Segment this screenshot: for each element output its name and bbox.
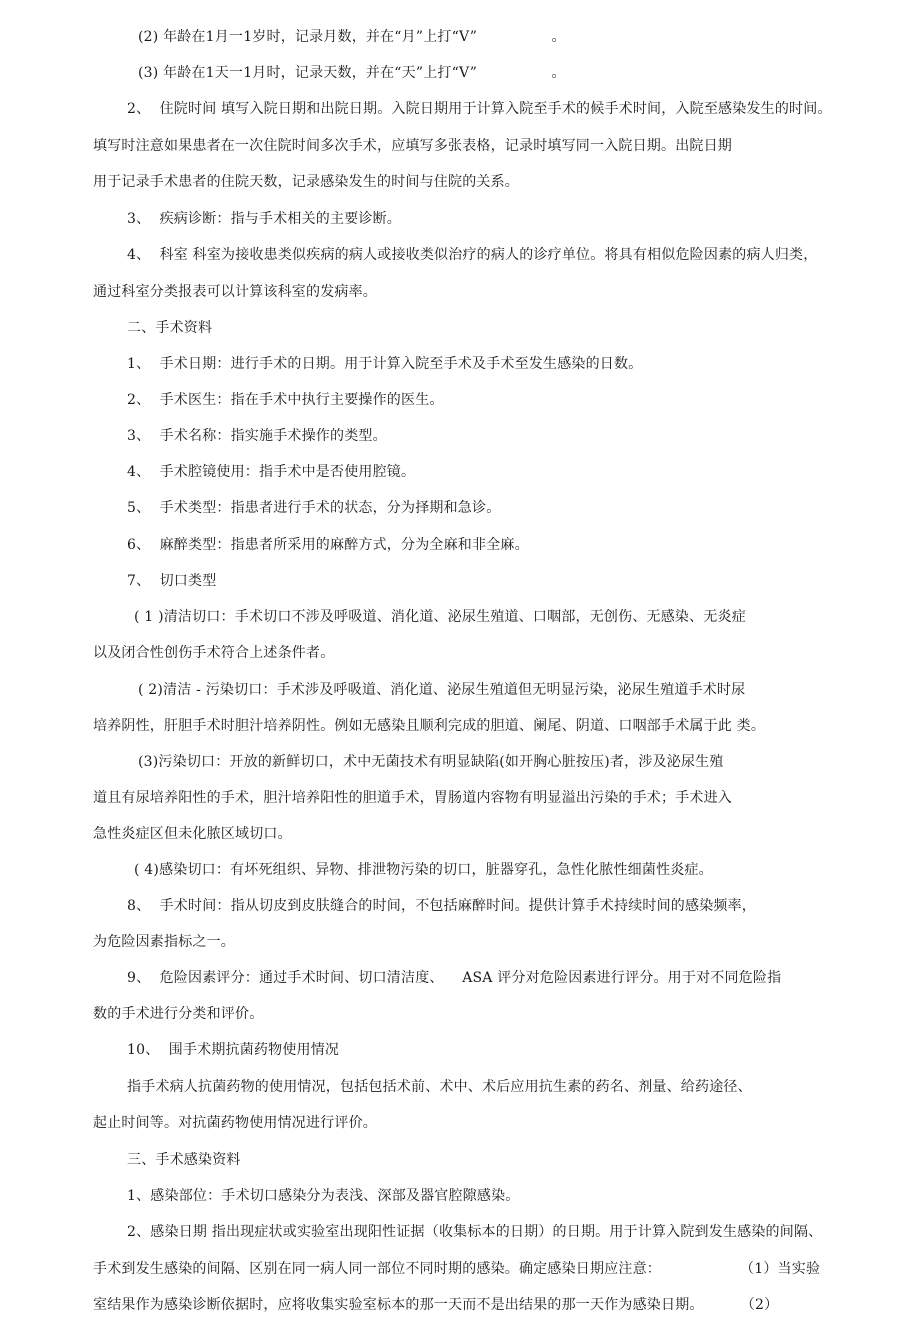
text-line: ( 2)清洁 - 污染切口：手术涉及呼吸道、消化道、泌尿生殖道但无明显污染，泌尿生殖道手术时尿: [138, 682, 746, 698]
text-line: 2、 手术医生：指在手术中执行主要操作的医生。: [127, 392, 444, 408]
text-line: 为危险因素指标之一。: [93, 934, 235, 950]
text-line: 9、 危险因素评分：通过手术时间、切口清洁度、 ASA 评分对危险因素进行评分。用于对不同危险指: [127, 970, 782, 986]
text-line: ( 4)感染切口：有坏死组织、异物、排泄物污染的切口，脏器穿孔，急性化脓性细菌性炎症。: [134, 862, 713, 878]
text-line: 培养阴性，肝胆手术时胆汁培养阴性。例如无感染且顺利完成的胆道、阑尾、阴道、口咽部手术属于此 类。: [93, 718, 766, 734]
text-line: 8、 手术时间：指从切皮到皮肤缝合的时间，不包括麻醉时间。提供计算手术持续时间的感染频率，: [127, 898, 757, 914]
text-line: 急性炎症区但未化脓区域切口。: [93, 826, 292, 842]
section-heading: 二、手术资料: [127, 320, 213, 336]
text-line: 通过科室分类报表可以计算该科室的发病率。: [93, 284, 377, 300]
text-line: 1、 手术日期：进行手术的日期。用于计算入院至手术及手术至发生感染的日数。: [127, 356, 643, 372]
text-line: 10、 围手术期抗菌药物使用情况: [127, 1042, 340, 1058]
text-line: 道且有尿培养阳性的手术，胆汁培养阳性的胆道手术，胃肠道内容物有明显溢出污染的手术；手术进入: [93, 790, 732, 806]
text-line: 7、 切口类型: [127, 573, 217, 589]
text-line: 6、 麻醉类型：指患者所采用的麻醉方式，分为全麻和非全麻。: [127, 537, 529, 553]
text-line: 2、 住院时间 填写入院日期和出院日期。入院日期用于计算入院至手术的候手术时间，入院至感染发生的时间。: [127, 101, 832, 117]
text-line: 数的手术进行分类和评价。: [93, 1006, 264, 1022]
text-line: 起止时间等。对抗菌药物使用情况进行评价。: [93, 1115, 377, 1131]
text-line: (3)污染切口：开放的新鲜切口，术中无菌技术有明显缺陷(如开胸心脏按压)者，涉及泌尿生殖: [138, 754, 724, 770]
text-line: 5、 手术类型：指患者进行手术的状态，分为择期和急诊。: [127, 500, 501, 516]
text-line: (2) 年龄在1月一1岁时，记录月数，并在“月”上打“V” 。: [138, 29, 566, 45]
text-line: 指手术病人抗菌药物的使用情况，包括包括术前、术中、术后应用抗生素的药名、剂量、给药途径、: [127, 1079, 752, 1095]
section-heading: 三、手术感染资料: [127, 1152, 241, 1168]
text-line: 2、感染日期 指出现症状或实验室出现阳性证据（收集标本的日期）的日期。用于计算入院到发生感染的间隔、: [127, 1224, 823, 1240]
text-line: 用于记录手术患者的住院天数，记录感染发生的时间与住院的关系。: [93, 174, 519, 190]
text-line: (3) 年龄在1天一1月时，记录天数，并在“天”上打“V” 。: [138, 65, 566, 81]
text-line: 室结果作为感染诊断依据时，应将收集实验室标本的那一天而不是出结果的那一天作为感染日期。 （2）: [93, 1297, 779, 1313]
text-line: 手术到发生感染的间隔、区别在同一病人同一部位不同时期的感染。确定感染日期应注意： （1）当实验: [93, 1261, 821, 1277]
text-line: 1、感染部位：手术切口感染分为表浅、深部及器官腔隙感染。: [127, 1188, 520, 1204]
text-line: 填写时注意如果患者在一次住院时间多次手术，应填写多张表格，记录时填写同一入院日期。出院日期: [93, 138, 732, 154]
text-line: 4、 科室 科室为接收患类似疾病的病人或接收类似治疗的病人的诊疗单位。将具有相似危险因素的病人归类，: [127, 247, 818, 263]
text-line: 3、 疾病诊断：指与手术相关的主要诊断。: [127, 211, 402, 227]
text-line: ( 1 )清洁切口：手术切口不涉及呼吸道、消化道、泌尿生殖道、口咽部，无创伤、无感染、无炎症: [134, 609, 746, 625]
text-line: 以及闭合性创伤手术符合上述条件者。: [93, 645, 335, 661]
text-line: 4、 手术腔镜使用：指手术中是否使用腔镜。: [127, 464, 416, 480]
text-line: 3、 手术名称：指实施手术操作的类型。: [127, 428, 387, 444]
